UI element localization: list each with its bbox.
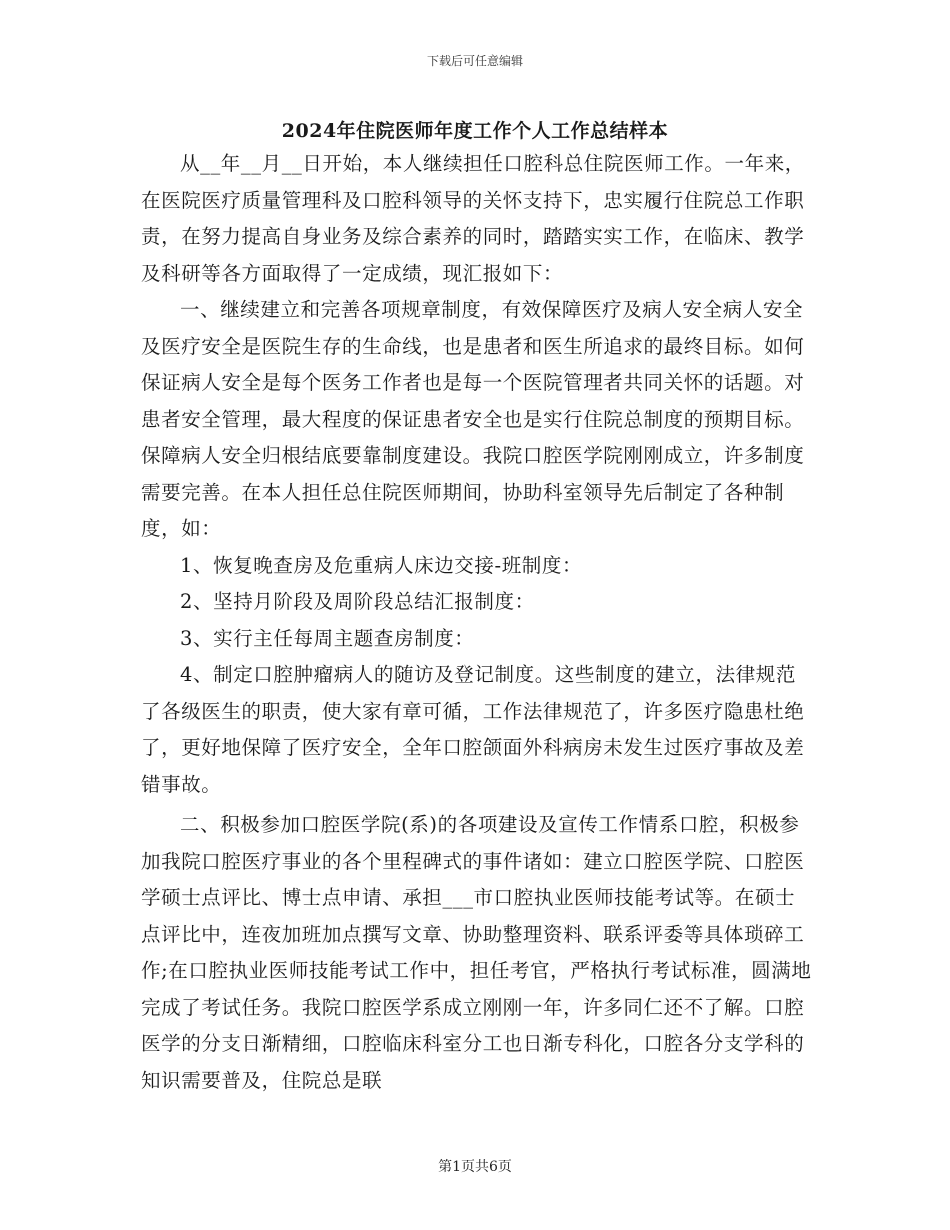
list-item-3: 3、实行主任每周主题查房制度： (180, 626, 475, 650)
paragraph-section-1: 一、继续建立和完善各项规章制度，有效保障医疗及病人安全病人安全及医疗安全是医院生存的生命线，也是患者和医生所追求的最终目标。如何保证病人安全是每个医务工作者也是每一个医院管理者共同关怀的话题。对患者安全管理，最大程度的保证患者安全也是实行住院总制度的预期目标。保障病人安全归根结底要靠制度建设。我院口腔医学院刚刚成立，许多制度需要完善。在本人担任总住院医师期间，协助科室领导先后制定了各种制度，如： (141, 298, 805, 540)
list-item-1: 1、恢复晚查房及危重病人床边交接-班制度： (180, 553, 583, 577)
paragraph-section-2: 二、积极参加口腔医学院(系)的各项建设及宣传工作情系口腔，积极参加我院口腔医疗事业的各个里程碑式的事件诸如：建立口腔医学院、口腔医学硕士点评比、博士点申请、承担___市口腔执业医师技能考试等。在硕士点评比中，连夜加班加点撰写文章、协助整理资料、联系评委等具体琐碎工作;在口腔执业医师技能考试工作中，担任考官，严格执行考试标准，圆满地完成了考试任务。我院口腔医学系成立刚刚一年，许多同仁还不了解。口腔医学的分支日渐精细，口腔临床科室分工也日渐专科化，口腔各分支学科的知识需要普及，住院总是联 (141, 813, 812, 1092)
list-item-4: 4、制定口腔肿瘤病人的随访及登记制度。这些制度的建立，法律规范了各级医生的职责，使大家有章可循，工作法律规范了，许多医疗隐患杜绝了，更好地保障了医疗安全，全年口腔颌面外科病房未发生过医疗事故及差错事故。 (141, 663, 805, 796)
list-item-2: 2、坚持月阶段及周阶段总结汇报制度： (180, 590, 535, 613)
paragraph-intro: 从__年__月__日开始，本人继续担任口腔科总住院医师工作。一年来，在医院医疗质量管理科及口腔科领导的关怀支持下，忠实履行住院总工作职责，在努力提高自身业务及综合素养的同时，踏踏实实工作，在临床、教学及科研等各方面取得了一定成绩，现汇报如下： (141, 152, 805, 285)
page-number: 第1页共6页 (438, 1159, 512, 1175)
document-body (141, 146, 813, 1099)
header-note: 下载后可任意编辑 (426, 54, 523, 68)
document-title: 2024年住院医师年度工作个人工作总结样本 (281, 120, 669, 142)
